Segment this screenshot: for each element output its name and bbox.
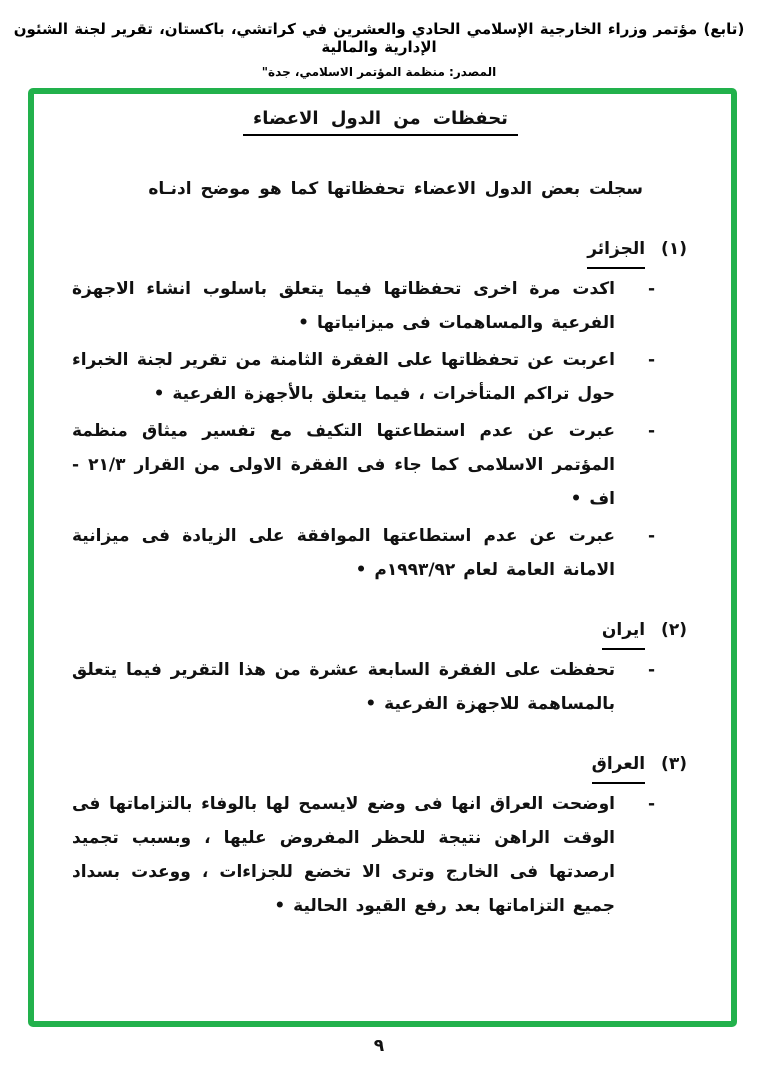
bullet-dash: - [647, 279, 655, 299]
header-source: المصدر: منظمة المؤتمر الاسلامي، جدة" [261, 65, 497, 79]
reservation-text: عبرت عن عدم استطاعتها التكيف مع تفسير ميثاق منظمة المؤتمر الاسلامى كما جاء فى الفقرة الاولى من القرار ٢١/٣ - اف • [72, 421, 615, 509]
reservation-item [72, 343, 655, 411]
reservation-text: اوضحت العراق انها فى وضع لايسمح لها بالوفاء بالتزاماتها فى الوقت الراهن نتيجة للحظر المفروض عليها ، وبسبب تجميد ارصدتها فى الخارج وترى الا تخضع للجزاءات ، ووعدت بسداد جميع التزاماتها بعد رفع القيود الحالية • [72, 794, 615, 916]
header-title: (تابع) مؤتمر وزراء الخارجية الإسلامي الحادي والعشرين في كراتشي، باكستان، تقرير لجنة الشئون الإدارية والمالية [13, 20, 745, 56]
section-country: ايران [602, 614, 645, 650]
section-heading [72, 233, 687, 269]
section-country: العراق [592, 748, 645, 784]
sections [72, 233, 689, 923]
section-items [72, 787, 689, 923]
bullet-dash: - [647, 794, 655, 814]
section-number: (٣) [661, 754, 687, 774]
bullet-dash: - [647, 526, 655, 546]
bullet-dash: - [647, 660, 655, 680]
content-frame [28, 88, 737, 1027]
section-number: (٢) [661, 620, 687, 640]
reservation-item [72, 653, 655, 721]
country-section [72, 748, 689, 923]
document-header [0, 0, 758, 79]
bullet-dash: - [647, 421, 655, 441]
section-items [72, 653, 689, 721]
country-section [72, 614, 689, 721]
page-number: ٩ [373, 1036, 385, 1056]
title-row [72, 108, 689, 136]
section-number: (١) [661, 239, 687, 259]
section-items [72, 272, 689, 587]
reservation-item [72, 787, 655, 923]
reservation-text: اعربت عن تحفظاتها على الفقرة الثامنة من تقرير لجنة الخبراء حول تراكم المتأخرات ، فيما يتعلق بالأجهزة الفرعية • [72, 350, 615, 404]
section-country: الجزائر [587, 233, 645, 269]
country-section [72, 233, 689, 587]
reservation-item [72, 519, 655, 587]
bullet-dash: - [647, 350, 655, 370]
reservation-text: عبرت عن عدم استطاعتها الموافقة على الزيادة فى ميزانية الامانة العامة لعام ١٩٩٣/٩٢م • [72, 526, 615, 580]
reservation-item [72, 414, 655, 516]
reservation-text: اكدت مرة اخرى تحفظاتها فيما يتعلق باسلوب انشاء الاجهزة الفرعية والمساهمات فى ميزانياتها • [72, 279, 615, 333]
reservation-text: تحفظت على الفقرة السابعة عشرة من هذا التقرير فيما يتعلق بالمساهمة للاجهزة الفرعية • [72, 660, 615, 714]
document-title: تحفظات من الدول الاعضاء [243, 108, 518, 136]
section-heading [72, 614, 687, 650]
reservation-item [72, 272, 655, 340]
section-heading [72, 748, 687, 784]
intro-paragraph: سجلت بعض الدول الاعضاء تحفظاتها كما هو موضح ادنـاه [148, 179, 643, 199]
